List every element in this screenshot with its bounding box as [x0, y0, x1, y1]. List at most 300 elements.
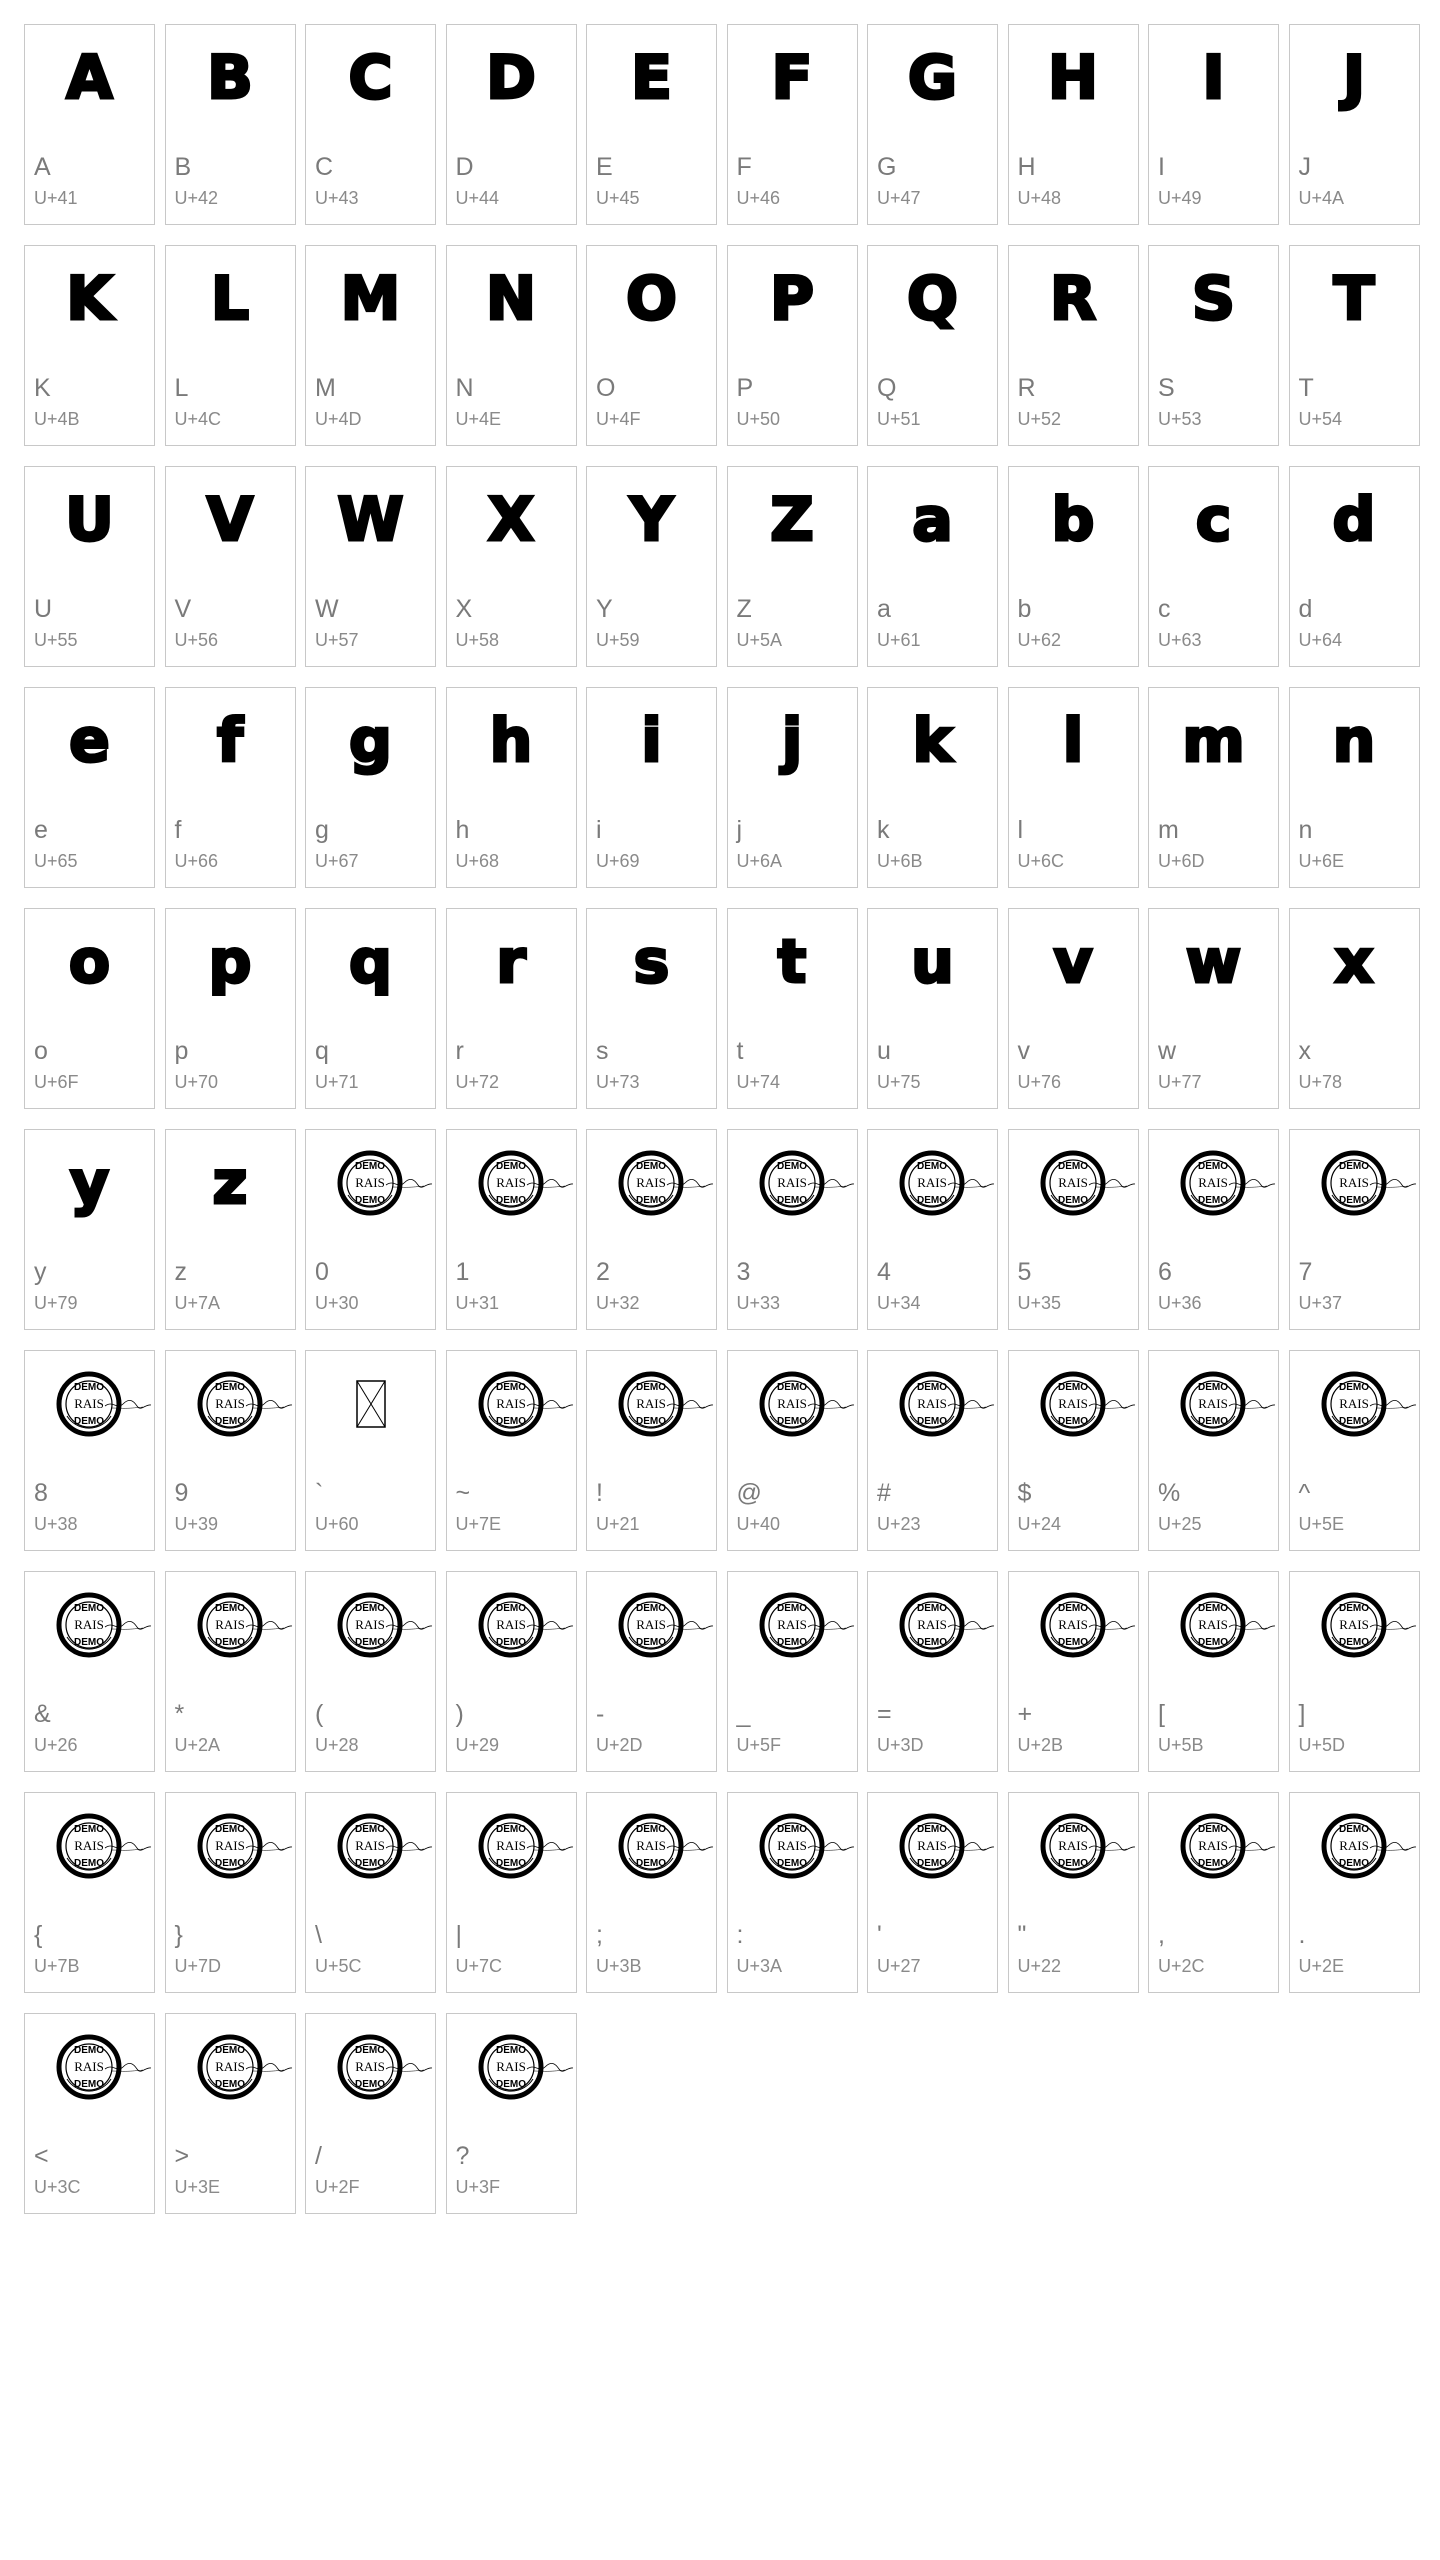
glyph-preview-char: M — [340, 264, 401, 334]
glyph-codepoint-label: U+26 — [34, 1735, 78, 1755]
stamp-top-text: DEMO — [636, 1161, 666, 1172]
glyph-char-label: ~ — [455, 1479, 471, 1507]
glyph-preview-char: p — [208, 927, 252, 997]
glyph-tile — [1148, 245, 1279, 446]
glyph-codepoint-label: U+66 — [174, 851, 219, 871]
glyph-char-label: u — [877, 1037, 891, 1065]
glyph-preview-char: f — [216, 706, 244, 776]
demo-stamp-logo — [334, 1806, 434, 1886]
stamp-top-text: DEMO — [776, 1161, 807, 1172]
glyph-preview — [728, 1580, 857, 1670]
stamp-center-text: RAIS — [214, 2059, 245, 2074]
glyph-tile — [1008, 908, 1139, 1109]
glyph-preview — [166, 1138, 295, 1228]
glyph-grid — [24, 24, 1424, 2214]
glyph-preview — [1149, 1138, 1278, 1228]
glyph-tile — [305, 1350, 436, 1551]
glyph-char-label: 7 — [1298, 1258, 1313, 1286]
stamp-bottom-text: DEMO — [355, 1858, 385, 1869]
stamp-bottom-text: DEMO — [776, 1637, 807, 1648]
glyph-tile — [867, 466, 998, 667]
glyph-codepoint-label: U+25 — [1158, 1514, 1202, 1534]
stamp-center-text: RAIS — [495, 1617, 526, 1632]
stamp-center-text: RAIS — [74, 1617, 104, 1632]
glyph-tile — [1289, 245, 1420, 446]
glyph-codepoint-label: U+52 — [1017, 409, 1062, 429]
glyph-preview-char: O — [625, 264, 677, 334]
glyph-preview-char: m — [1182, 706, 1245, 776]
glyph-preview-char: e — [69, 706, 110, 776]
demo-stamp-logo — [53, 2027, 153, 2107]
glyph-char-label: c — [1158, 595, 1171, 623]
glyph-char-label: I — [1158, 153, 1165, 181]
demo-stamp-logo — [1177, 1806, 1277, 1886]
glyph-tile — [305, 2013, 436, 2214]
glyph-tile — [867, 1792, 998, 1993]
glyph-preview-char: i — [641, 706, 662, 776]
glyph-codepoint-label: U+4F — [596, 409, 641, 429]
glyph-codepoint-label: U+27 — [877, 1956, 921, 1976]
glyph-tile — [1008, 1129, 1139, 1330]
glyph-preview — [587, 1801, 716, 1891]
glyph-char-label: S — [1158, 374, 1175, 402]
glyph-preview — [587, 1580, 716, 1670]
glyph-preview-char: j — [781, 706, 803, 776]
glyph-tile — [1008, 245, 1139, 446]
stamp-center-text: RAIS — [636, 1838, 666, 1853]
glyph-preview-char: J — [1342, 43, 1366, 113]
demo-stamp-logo — [53, 1585, 153, 1665]
glyph-codepoint-label: U+62 — [1017, 630, 1062, 650]
demo-stamp-logo — [334, 1585, 434, 1665]
glyph-codepoint-label: U+50 — [736, 409, 781, 429]
glyph-char-label: Z — [736, 595, 752, 623]
glyph-preview — [25, 917, 154, 1007]
glyph-char-label: W — [315, 595, 339, 623]
glyph-preview-char: n — [1332, 706, 1376, 776]
stamp-top-text: DEMO — [1338, 1161, 1369, 1172]
glyph-char-label: & — [34, 1700, 51, 1728]
glyph-tile — [446, 908, 577, 1109]
glyph-preview-char: y — [69, 1148, 110, 1218]
glyph-codepoint-label: U+61 — [877, 630, 921, 650]
glyph-char-label: ^ — [1298, 1479, 1311, 1507]
glyph-preview — [1149, 696, 1278, 786]
glyph-codepoint-label: U+44 — [455, 188, 500, 208]
glyph-preview — [728, 1801, 857, 1891]
demo-stamp-logo — [615, 1143, 715, 1223]
glyph-codepoint-label: U+33 — [736, 1293, 781, 1313]
glyph-preview — [868, 254, 997, 344]
glyph-codepoint-label: U+7A — [174, 1293, 221, 1313]
glyph-codepoint-label: U+64 — [1298, 630, 1343, 650]
stamp-center-text: RAIS — [74, 1838, 104, 1853]
glyph-codepoint-label: U+7B — [34, 1956, 80, 1976]
glyph-preview — [728, 1138, 857, 1228]
glyph-tile — [305, 1129, 436, 1330]
stamp-top-text: DEMO — [1338, 1382, 1369, 1393]
glyph-char-label: $ — [1017, 1479, 1032, 1507]
glyph-preview — [587, 33, 716, 123]
glyph-preview — [166, 917, 295, 1007]
glyph-char-label: e — [34, 816, 48, 844]
demo-stamp-logo — [615, 1585, 715, 1665]
glyph-tile — [305, 908, 436, 1109]
glyph-char-label: - — [596, 1700, 605, 1728]
glyph-preview-char: E — [631, 43, 672, 113]
glyph-char-label: i — [596, 816, 602, 844]
glyph-char-label: 2 — [596, 1258, 610, 1286]
stamp-bottom-text: DEMO — [636, 1637, 666, 1648]
glyph-preview — [306, 1580, 435, 1670]
glyph-char-label: 0 — [315, 1258, 329, 1286]
demo-stamp-logo — [615, 1806, 715, 1886]
glyph-preview-char: r — [496, 927, 526, 997]
stamp-center-text: RAIS — [1057, 1838, 1088, 1853]
glyph-char-label: b — [1017, 595, 1032, 623]
glyph-codepoint-label: U+60 — [315, 1514, 359, 1534]
glyph-char-label: % — [1158, 1479, 1181, 1507]
glyph-codepoint-label: U+77 — [1158, 1072, 1202, 1092]
glyph-char-label: ? — [455, 2142, 470, 2170]
stamp-bottom-text: DEMO — [1057, 1637, 1088, 1648]
glyph-preview — [25, 1580, 154, 1670]
stamp-center-text: RAIS — [776, 1396, 807, 1411]
stamp-bottom-text: DEMO — [636, 1858, 666, 1869]
demo-stamp-logo — [896, 1364, 996, 1444]
demo-stamp-logo — [756, 1143, 856, 1223]
demo-stamp-logo — [1037, 1585, 1137, 1665]
glyph-preview-char: x — [1334, 927, 1374, 997]
glyph-char-label: } — [174, 1921, 183, 1949]
glyph-preview-char: B — [207, 43, 253, 113]
glyph-char-label: T — [1298, 374, 1314, 402]
glyph-preview — [1009, 696, 1138, 786]
glyph-preview — [1149, 475, 1278, 565]
glyph-preview-char: T — [1333, 264, 1375, 334]
glyph-codepoint-label: U+36 — [1158, 1293, 1202, 1313]
glyph-tile — [586, 1571, 717, 1772]
glyph-preview-char: Z — [770, 485, 814, 555]
glyph-tile — [165, 1129, 296, 1330]
stamp-top-text: DEMO — [917, 1824, 947, 1835]
glyph-tile — [305, 466, 436, 667]
demo-stamp-logo — [475, 1364, 575, 1444]
glyph-char-label: _ — [736, 1700, 751, 1728]
glyph-tile — [727, 466, 858, 667]
glyph-char-label: 3 — [736, 1258, 751, 1286]
glyph-codepoint-label: U+30 — [315, 1293, 359, 1313]
stamp-bottom-text: DEMO — [776, 1195, 807, 1206]
glyph-tile — [446, 1792, 577, 1993]
glyph-tile — [1008, 1792, 1139, 1993]
glyph-char-label: g — [315, 816, 329, 844]
stamp-top-text: DEMO — [74, 1382, 104, 1393]
glyph-codepoint-label: U+7C — [455, 1956, 503, 1976]
glyph-codepoint-label: U+3E — [174, 2177, 221, 2197]
stamp-bottom-text: DEMO — [355, 1637, 385, 1648]
glyph-char-label: H — [1017, 153, 1036, 181]
stamp-bottom-text: DEMO — [495, 1858, 526, 1869]
demo-stamp-logo — [896, 1143, 996, 1223]
glyph-tile — [305, 24, 436, 225]
glyph-preview — [25, 696, 154, 786]
glyph-preview — [1149, 917, 1278, 1007]
demo-stamp-logo — [1037, 1806, 1137, 1886]
demo-stamp-logo — [53, 1364, 153, 1444]
stamp-center-text: RAIS — [1198, 1838, 1228, 1853]
glyph-preview — [728, 33, 857, 123]
glyph-codepoint-label: U+71 — [315, 1072, 359, 1092]
glyph-preview-char: H — [1047, 43, 1099, 113]
glyph-preview — [868, 1138, 997, 1228]
glyph-tile — [165, 245, 296, 446]
glyph-tile — [586, 687, 717, 888]
stamp-top-text: DEMO — [214, 1382, 245, 1393]
glyph-codepoint-label: U+5D — [1298, 1735, 1346, 1755]
stamp-center-text: RAIS — [355, 1617, 385, 1632]
glyph-tile — [1289, 1792, 1420, 1993]
glyph-tile — [446, 2013, 577, 2214]
glyph-preview — [728, 254, 857, 344]
glyph-char-label: + — [1017, 1700, 1033, 1728]
stamp-center-text: RAIS — [917, 1396, 947, 1411]
glyph-tile — [446, 245, 577, 446]
glyph-preview-char: q — [349, 927, 392, 997]
stamp-top-text: DEMO — [355, 1161, 385, 1172]
glyph-preview — [1149, 1580, 1278, 1670]
glyph-preview — [166, 1359, 295, 1449]
glyph-tile — [586, 908, 717, 1109]
stamp-center-text: RAIS — [1057, 1617, 1088, 1632]
glyph-codepoint-label: U+2B — [1017, 1735, 1064, 1755]
glyph-char-label: N — [455, 374, 474, 402]
glyph-char-label: ; — [596, 1921, 603, 1949]
glyph-char-label: Y — [596, 595, 613, 623]
glyph-preview-char: z — [212, 1148, 248, 1218]
glyph-codepoint-label: U+38 — [34, 1514, 78, 1534]
demo-stamp-logo — [475, 1585, 575, 1665]
glyph-codepoint-label: U+75 — [877, 1072, 921, 1092]
glyph-tile — [165, 466, 296, 667]
glyph-char-label: @ — [736, 1479, 762, 1507]
stamp-top-text: DEMO — [495, 2045, 526, 2056]
glyph-tile — [1148, 908, 1279, 1109]
glyph-codepoint-label: U+53 — [1158, 409, 1202, 429]
glyph-preview — [1149, 1801, 1278, 1891]
glyph-preview — [166, 696, 295, 786]
stamp-top-text: DEMO — [636, 1382, 666, 1393]
stamp-top-text: DEMO — [776, 1824, 807, 1835]
stamp-top-text: DEMO — [74, 1824, 104, 1835]
glyph-codepoint-label: U+63 — [1158, 630, 1202, 650]
stamp-center-text: RAIS — [74, 2059, 104, 2074]
glyph-tile — [867, 687, 998, 888]
glyph-preview — [166, 2022, 295, 2112]
glyph-char-label: j — [736, 816, 743, 844]
glyph-char-label: C — [315, 153, 334, 181]
glyph-preview — [1290, 1580, 1419, 1670]
glyph-codepoint-label: U+34 — [877, 1293, 921, 1313]
stamp-center-text: RAIS — [1338, 1838, 1369, 1853]
glyph-preview — [1009, 917, 1138, 1007]
glyph-preview — [1290, 33, 1419, 123]
stamp-bottom-text: DEMO — [495, 1195, 526, 1206]
glyph-codepoint-label: U+2D — [596, 1735, 643, 1755]
glyph-preview-char: Y — [629, 485, 674, 555]
stamp-top-text: DEMO — [917, 1603, 947, 1614]
stamp-top-text: DEMO — [355, 1603, 385, 1614]
glyph-tile — [165, 908, 296, 1109]
glyph-preview — [447, 1801, 576, 1891]
glyph-preview — [447, 2022, 576, 2112]
glyph-codepoint-label: U+5F — [736, 1735, 782, 1755]
stamp-top-text: DEMO — [74, 2045, 104, 2056]
glyph-codepoint-label: U+46 — [736, 188, 781, 208]
glyph-tile — [446, 24, 577, 225]
stamp-top-text: DEMO — [1057, 1382, 1088, 1393]
glyph-preview — [1290, 1138, 1419, 1228]
glyph-char-label: < — [34, 2142, 49, 2170]
stamp-center-text: RAIS — [1338, 1396, 1369, 1411]
glyph-tile — [24, 1792, 155, 1993]
glyph-codepoint-label: U+4C — [174, 409, 222, 429]
glyph-tile — [305, 687, 436, 888]
glyph-tile — [1008, 24, 1139, 225]
stamp-top-text: DEMO — [636, 1603, 666, 1614]
stamp-top-text: DEMO — [214, 1603, 245, 1614]
glyph-preview-char: v — [1053, 927, 1093, 997]
glyph-tile — [727, 908, 858, 1109]
stamp-bottom-text: DEMO — [214, 1416, 245, 1427]
glyph-codepoint-label: U+5E — [1298, 1514, 1345, 1534]
glyph-preview — [25, 33, 154, 123]
stamp-bottom-text: DEMO — [1198, 1637, 1228, 1648]
stamp-top-text: DEMO — [1198, 1603, 1228, 1614]
glyph-preview — [306, 917, 435, 1007]
stamp-top-text: DEMO — [1057, 1603, 1088, 1614]
glyph-codepoint-label: U+22 — [1017, 1956, 1062, 1976]
glyph-tile — [727, 687, 858, 888]
glyph-tile — [446, 687, 577, 888]
glyph-preview — [1009, 1359, 1138, 1449]
demo-stamp-logo — [53, 1806, 153, 1886]
glyph-char-label: J — [1298, 153, 1311, 181]
glyph-codepoint-label: U+68 — [455, 851, 500, 871]
glyph-char-label: X — [455, 595, 473, 623]
glyph-preview-char: b — [1051, 485, 1095, 555]
glyph-codepoint-label: U+4D — [315, 409, 362, 429]
glyph-char-label: v — [1017, 1037, 1030, 1065]
stamp-top-text: DEMO — [214, 1824, 245, 1835]
glyph-codepoint-label: U+31 — [455, 1293, 500, 1313]
stamp-bottom-text: DEMO — [917, 1858, 947, 1869]
glyph-preview-char: V — [206, 485, 254, 555]
glyph-tile — [1289, 1350, 1420, 1551]
glyph-char-label: . — [1298, 1921, 1306, 1949]
glyph-tile — [727, 1571, 858, 1772]
glyph-codepoint-label: U+24 — [1017, 1514, 1062, 1534]
stamp-bottom-text: DEMO — [917, 1416, 947, 1427]
glyph-codepoint-label: U+6D — [1158, 851, 1205, 871]
stamp-bottom-text: DEMO — [636, 1416, 666, 1427]
glyph-tile — [165, 1350, 296, 1551]
glyph-preview-char: l — [1062, 706, 1084, 776]
stamp-center-text: RAIS — [495, 2059, 526, 2074]
demo-stamp-logo — [1177, 1585, 1277, 1665]
glyph-codepoint-label: U+40 — [736, 1514, 781, 1534]
glyph-char-label: 9 — [174, 1479, 189, 1507]
demo-stamp-logo — [1037, 1143, 1137, 1223]
glyph-char-label: F — [736, 153, 752, 181]
glyph-char-label: w — [1158, 1037, 1177, 1065]
demo-stamp-logo — [1177, 1364, 1277, 1444]
glyph-preview — [728, 917, 857, 1007]
glyph-codepoint-label: U+49 — [1158, 188, 1202, 208]
glyph-preview — [25, 1138, 154, 1228]
glyph-codepoint-label: U+4B — [34, 409, 80, 429]
glyph-codepoint-label: U+32 — [596, 1293, 640, 1313]
glyph-tile — [24, 24, 155, 225]
glyph-tile — [1008, 687, 1139, 888]
glyph-preview — [1009, 1580, 1138, 1670]
missing-glyph-icon — [356, 1380, 386, 1428]
glyph-char-label: > — [174, 2142, 190, 2170]
glyph-preview-char: I — [1202, 43, 1225, 113]
stamp-center-text: RAIS — [776, 1175, 807, 1190]
stamp-top-text: DEMO — [1057, 1161, 1088, 1172]
stamp-top-text: DEMO — [495, 1824, 526, 1835]
glyph-codepoint-label: U+2F — [315, 2177, 360, 2197]
stamp-top-text: DEMO — [74, 1603, 104, 1614]
glyph-preview-char: N — [485, 264, 537, 334]
stamp-center-text: RAIS — [776, 1617, 807, 1632]
stamp-bottom-text: DEMO — [1057, 1858, 1088, 1869]
glyph-preview — [306, 1138, 435, 1228]
glyph-preview — [1290, 917, 1419, 1007]
glyph-preview — [868, 696, 997, 786]
glyph-preview — [447, 254, 576, 344]
stamp-bottom-text: DEMO — [1198, 1858, 1228, 1869]
stamp-center-text: RAIS — [1338, 1175, 1369, 1190]
glyph-char-label: | — [455, 1921, 462, 1949]
glyph-codepoint-label: U+76 — [1017, 1072, 1062, 1092]
glyph-preview — [1149, 1359, 1278, 1449]
glyph-tile — [24, 466, 155, 667]
glyph-tile — [727, 1350, 858, 1551]
glyph-preview-char: Q — [906, 264, 958, 334]
glyph-preview — [1149, 33, 1278, 123]
glyph-tile — [586, 1129, 717, 1330]
stamp-bottom-text: DEMO — [1338, 1416, 1369, 1427]
glyph-preview-char: w — [1185, 927, 1242, 997]
glyph-char-label: : — [736, 1921, 744, 1949]
glyph-codepoint-label: U+2A — [174, 1735, 221, 1755]
glyph-preview — [447, 1138, 576, 1228]
glyph-preview — [1009, 1801, 1138, 1891]
stamp-bottom-text: DEMO — [1198, 1416, 1228, 1427]
glyph-char-label: ( — [315, 1700, 324, 1728]
stamp-center-text: RAIS — [776, 1838, 807, 1853]
glyph-preview-char: F — [771, 43, 813, 113]
glyph-codepoint-label: U+41 — [34, 188, 78, 208]
stamp-bottom-text: DEMO — [1338, 1637, 1369, 1648]
glyph-preview — [166, 33, 295, 123]
glyph-tile — [165, 24, 296, 225]
glyph-codepoint-label: U+6A — [736, 851, 783, 871]
glyph-codepoint-label: U+39 — [174, 1514, 219, 1534]
glyph-char-label: , — [1158, 1921, 1165, 1949]
